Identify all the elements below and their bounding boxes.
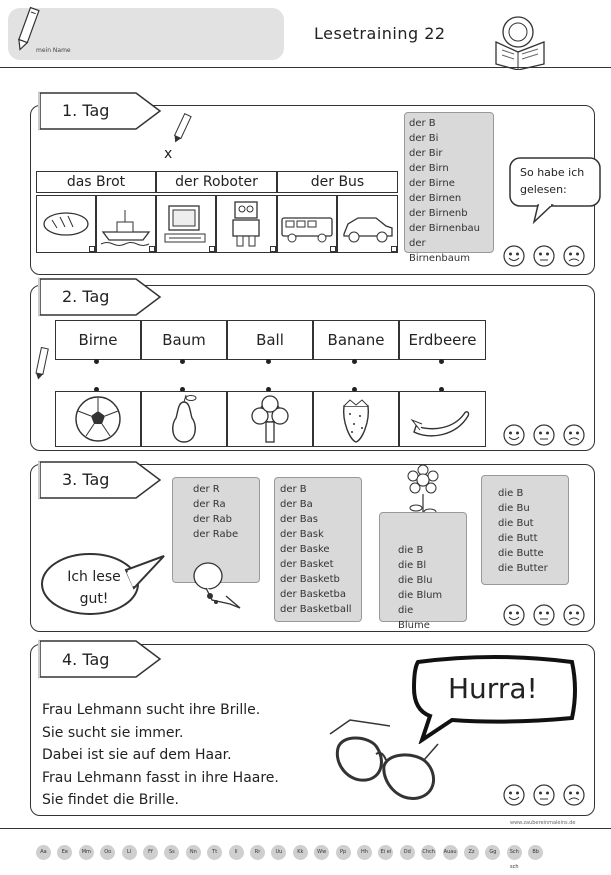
tree-icon xyxy=(228,392,312,446)
ladder-line: die Bl xyxy=(398,560,427,571)
word-ladder-box xyxy=(481,475,569,585)
glasses-icon xyxy=(326,708,442,808)
pencil-icon xyxy=(34,346,50,382)
footer-divider xyxy=(0,828,611,829)
alphabet-circle: Uu xyxy=(271,845,286,860)
picture-box xyxy=(313,391,399,447)
ladder-line: die Blu xyxy=(398,575,433,586)
smiley-neutral-icon[interactable] xyxy=(533,784,555,806)
ladder-line: der B xyxy=(280,484,307,495)
ladder-line: die Bu xyxy=(498,503,530,514)
picture-box xyxy=(141,391,227,447)
checkbox[interactable] xyxy=(209,246,215,252)
smiley-neutral-icon[interactable] xyxy=(533,245,555,267)
story-line: Frau Lehmann fasst in ihre Haare. xyxy=(42,769,279,786)
match-dot[interactable] xyxy=(439,359,444,364)
word-cell: Birne xyxy=(55,320,141,360)
ladder-line: der Birnen xyxy=(409,193,462,204)
alphabet-circle: Kk xyxy=(293,845,308,860)
alphabet-circle: Sch sch xyxy=(507,845,522,860)
alphabet-circle: Ii xyxy=(229,845,244,860)
picture-box xyxy=(156,195,216,253)
car-icon xyxy=(338,196,396,252)
word-cell: Baum xyxy=(141,320,227,360)
alphabet-circle: Ei ei xyxy=(378,845,393,860)
picture-box xyxy=(55,391,141,447)
ladder-line: die Butte xyxy=(498,548,544,559)
speech-text: Ich lese gut! xyxy=(67,569,121,607)
alphabet-circle: Oo xyxy=(100,845,115,860)
checkbox[interactable] xyxy=(149,246,155,252)
ladder-line: der Basketball xyxy=(280,604,352,615)
alphabet-circle: Auau xyxy=(443,845,458,860)
word-cell: der Roboter xyxy=(156,171,277,193)
alphabet-circle: Chch xyxy=(421,845,436,860)
picture-box xyxy=(399,391,486,447)
checkbox[interactable] xyxy=(89,246,95,252)
picture-box xyxy=(227,391,313,447)
smiley-sad-icon[interactable] xyxy=(563,784,585,806)
alphabet-circle: Tt xyxy=(207,845,222,860)
pear-icon xyxy=(142,392,226,446)
story-line: Dabei ist sie auf dem Haar. xyxy=(42,747,232,763)
ladder-line: der Baske xyxy=(280,544,330,555)
smiley-sad-icon[interactable] xyxy=(563,604,585,626)
day3-tag: 3. Tag xyxy=(62,470,110,489)
strawberry-icon xyxy=(314,392,398,446)
smiley-happy-icon[interactable] xyxy=(503,245,525,267)
ladder-line: der Birnenbaum xyxy=(409,238,470,264)
match-dot[interactable] xyxy=(94,359,99,364)
alphabet-circle: Gg xyxy=(485,845,500,860)
day2-tag: 2. Tag xyxy=(62,287,110,306)
checkbox[interactable] xyxy=(330,246,336,252)
alphabet-circle: Pp xyxy=(336,845,351,860)
match-dot[interactable] xyxy=(180,359,185,364)
ladder-line: der B xyxy=(409,118,436,129)
ladder-line: der Rab xyxy=(193,514,232,525)
match-dot[interactable] xyxy=(352,359,357,364)
name-label: mein Name xyxy=(36,47,71,54)
ladder-line: der Bi xyxy=(409,133,439,144)
story-line: Frau Lehmann sucht ihre Brille. xyxy=(42,702,261,718)
alphabet-circle: Ll xyxy=(122,845,137,860)
story-text xyxy=(42,699,279,812)
smiley-sad-icon[interactable] xyxy=(563,424,585,446)
smiley-neutral-icon[interactable] xyxy=(533,604,555,626)
word-cell: Banane xyxy=(313,320,399,360)
robot-icon xyxy=(217,196,275,252)
smiley-happy-icon[interactable] xyxy=(503,424,525,446)
alphabet-circle: Ff xyxy=(143,845,158,860)
ladder-line: die B xyxy=(498,488,524,499)
boat-icon xyxy=(97,196,155,252)
ladder-line: der Ra xyxy=(193,499,226,510)
alphabet-circle: Bb xyxy=(528,845,543,860)
alphabet-circle: Zz xyxy=(464,845,479,860)
pencil-icon xyxy=(172,112,192,146)
checkbox[interactable] xyxy=(270,246,276,252)
hurra-text: Hurra! xyxy=(448,672,538,705)
page-title: Lesetraining 22 xyxy=(314,24,446,43)
ladder-line: der Birnenb xyxy=(409,208,468,219)
ladder-line: die Blume xyxy=(398,605,430,631)
footer-url: www.zaubereinmaleins.de xyxy=(510,820,576,826)
bus-icon xyxy=(278,196,336,252)
ladder-line: die Butter xyxy=(498,563,548,574)
x-mark: x xyxy=(164,146,173,162)
ladder-line: der Basketb xyxy=(280,574,340,585)
ball-icon xyxy=(56,392,140,446)
picture-box xyxy=(96,195,156,253)
ladder-line: die But xyxy=(498,518,534,529)
computer-icon xyxy=(157,196,215,252)
word-cell: das Brot xyxy=(36,171,156,193)
checkbox[interactable] xyxy=(391,246,397,252)
ladder-line: der Bir xyxy=(409,148,443,159)
smiley-happy-icon[interactable] xyxy=(503,604,525,626)
match-dot[interactable] xyxy=(266,359,271,364)
banana-icon xyxy=(400,392,485,446)
alphabet-circle: Ww xyxy=(314,845,329,860)
day1-tag: 1. Tag xyxy=(62,101,110,120)
alphabet-circle: Ee xyxy=(57,845,72,860)
ladder-line: die Butt xyxy=(498,533,538,544)
ladder-line: der Birn xyxy=(409,163,449,174)
reading-girl-illustration xyxy=(482,12,560,70)
word-ladder-box xyxy=(379,512,467,631)
ladder-line: der Bas xyxy=(280,514,318,525)
alphabet-circle: Aa xyxy=(36,845,51,860)
ladder-line: die Blum xyxy=(398,590,443,601)
word-cell: Ball xyxy=(227,320,313,360)
day4-tag: 4. Tag xyxy=(62,650,110,669)
word-ladder-box xyxy=(404,112,494,264)
smiley-sad-icon[interactable] xyxy=(563,245,585,267)
smiley-happy-icon[interactable] xyxy=(503,784,525,806)
ladder-line: der Ba xyxy=(280,499,313,510)
alphabet-circle: Ss xyxy=(164,845,179,860)
picture-box xyxy=(216,195,277,253)
ladder-line: der Birne xyxy=(409,178,455,189)
ladder-line: die B xyxy=(398,545,424,556)
ladder-line: der Basket xyxy=(280,559,334,570)
picture-box xyxy=(337,195,398,253)
alphabet-circle: Hh xyxy=(357,845,372,860)
story-line: Sie findet die Brille. xyxy=(42,792,179,808)
alphabet-circle: Mm xyxy=(79,845,94,860)
word-cell: der Bus xyxy=(277,171,398,193)
ladder-line: der Basketba xyxy=(280,589,346,600)
alphabet-circle: Dd xyxy=(400,845,415,860)
smiley-neutral-icon[interactable] xyxy=(533,424,555,446)
ladder-line: der Rabe xyxy=(193,529,239,540)
word-ladder-box xyxy=(274,477,362,622)
raven-icon xyxy=(186,556,244,612)
alphabet-circle: Nn xyxy=(186,845,201,860)
story-line: Sie sucht sie immer. xyxy=(42,724,184,741)
alphabet-circle: Rr xyxy=(250,845,265,860)
bread-icon xyxy=(37,196,95,252)
picture-box xyxy=(36,195,96,253)
ladder-line: der Bask xyxy=(280,529,324,540)
word-cell: Erdbeere xyxy=(399,320,486,360)
ladder-line: der Birnenbau xyxy=(409,223,481,234)
ladder-line: der R xyxy=(193,484,220,495)
picture-box xyxy=(277,195,337,253)
speech-text: So habe ich gelesen: xyxy=(520,166,585,196)
header-divider xyxy=(0,67,611,68)
